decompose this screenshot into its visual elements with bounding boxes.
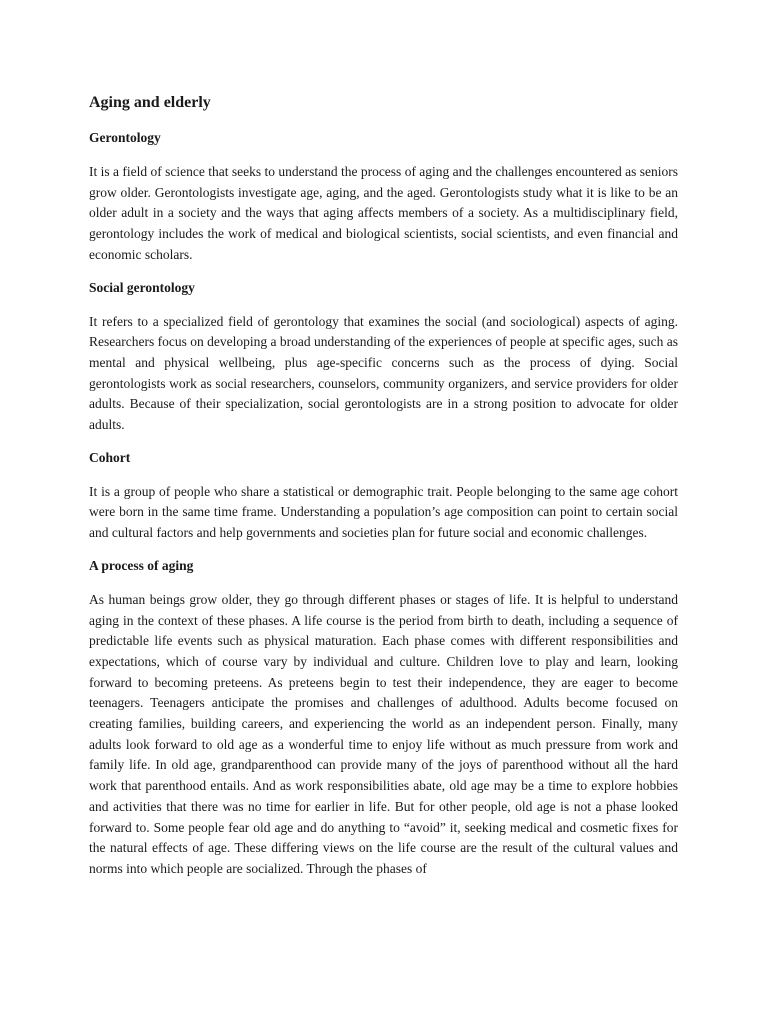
- section-heading-social-gerontology: Social gerontology: [89, 279, 195, 295]
- document-title: Aging and elderly: [89, 94, 211, 111]
- section-body-process-of-aging: As human beings grow older, they go through different phases or stages of life. It is helpful to understand aging in the context of these phases. A life course is the period from birth to death, including a sequence of predictable life events such as physical maturation. Each phase comes with different responsibilities and expectations, which of course vary by individual and culture. Children love to play and learn, looking forward to becoming preteens. As preteens begin to test their independence, they are eager to become teenagers. Teenagers anticipate the promises and challenges of adulthood. Adults become focused on creating families, building careers, and experiencing the world as an independent person. Finally, many adults look forward to old age as a wonderful time to enjoy life without as much pressure from work and family life. In old age, grandparenthood can provide many of the joys of parenthood without all the hard work that parenthood entails. And as work responsibilities abate, old age may be a time to explore hobbies and activities that there was no time for earlier in life. But for other people, old age is not a phase looked forward to. Some people fear old age and do anything to “avoid” it, seeking medical and cosmetic fixes for the natural effects of age. These differing views on the life course are the result of the cultural values and norms into which people are socialized. Through the phases of: [89, 591, 678, 876]
- section-body-cohort: It is a group of people who share a statistical or demographic trait. People belonging to the same age cohort were born in the same time frame. Understanding a population’s age composition can point to certain social and cultural factors and help governments and societies plan for future social and economic challenges.: [89, 483, 678, 541]
- section-heading-gerontology: Gerontology: [89, 130, 161, 145]
- document-page: [89, 92, 678, 892]
- section-heading-cohort: Cohort: [89, 449, 131, 465]
- section-body-gerontology: It is a field of science that seeks to understand the process of aging and the challenges encountered as seniors grow older. Gerontologists investigate age, aging, and the aged. Gerontologists study what it is like to be an older adult in a society and the ways that aging affects members of a society. As a multidisciplinary field, gerontology includes the work of medical and biological scientists, social scientists, and even financial and economic scholars.: [89, 164, 678, 262]
- section-heading-process-of-aging: A process of aging: [89, 557, 194, 573]
- section-body-social-gerontology: It refers to a specialized field of gerontology that examines the social (and sociological) aspects of aging. Researchers focus on developing a broad understanding of the experiences of people at specific ages, such as mental and physical wellbeing, plus age-specific concerns such as the process of dying. Social gerontologists work as social researchers, counselors, community organizers, and service providers for older adults. Because of their specialization, social gerontologists are in a strong position to advocate for older adults.: [89, 313, 678, 433]
